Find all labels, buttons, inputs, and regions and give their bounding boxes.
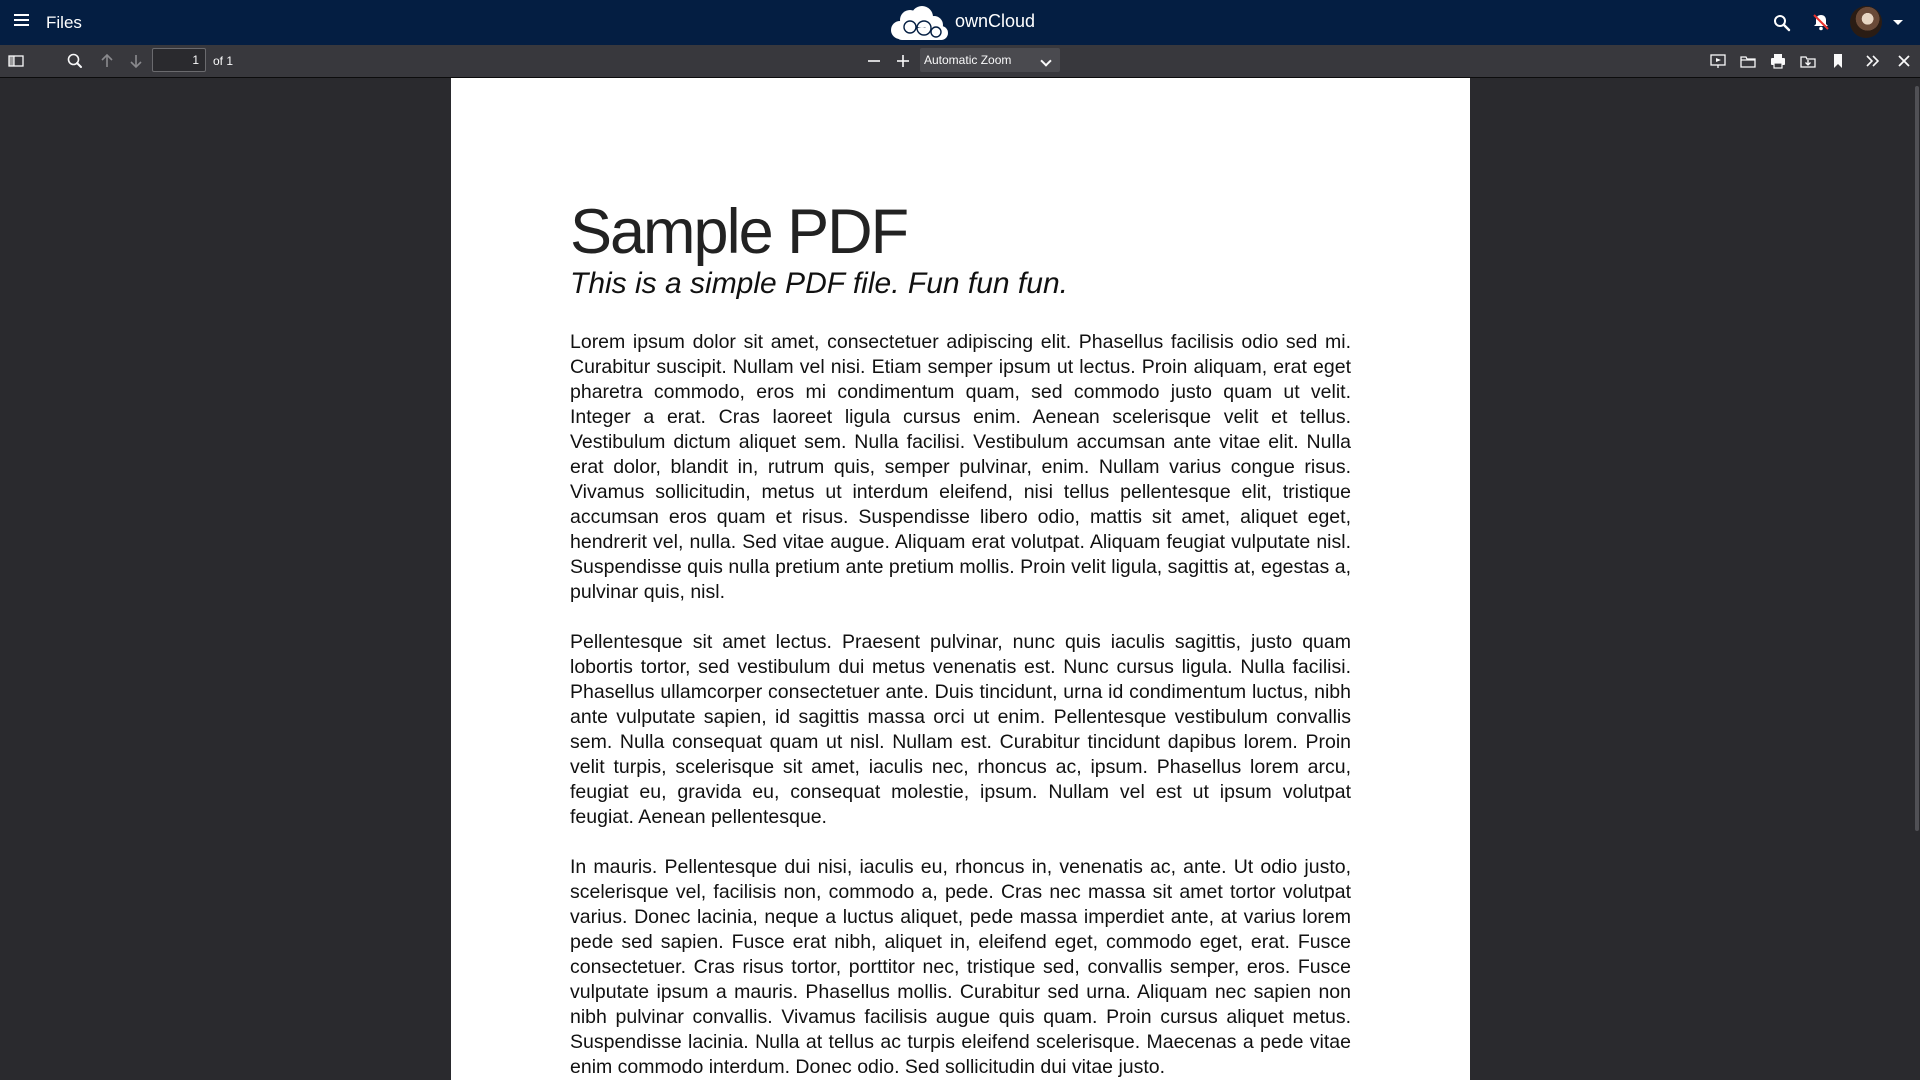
print-icon[interactable] (1768, 51, 1788, 71)
double-chevron-icon[interactable] (1863, 51, 1883, 71)
arrow-up-icon[interactable] (97, 51, 117, 71)
hamburger-icon[interactable] (14, 14, 29, 28)
arrow-down-icon[interactable] (126, 51, 146, 71)
zoom-select[interactable] (920, 48, 1060, 72)
search-icon[interactable] (65, 51, 85, 71)
scrollbar-thumb[interactable] (1915, 86, 1919, 831)
sidebar-toggle-icon[interactable] (6, 51, 26, 71)
pdf-toolbar (0, 45, 1920, 78)
close-icon[interactable] (1894, 51, 1914, 71)
zoom-select-value: Automatic Zoom (924, 53, 1012, 67)
search-icon[interactable] (1772, 13, 1792, 33)
document-title: Sample PDF (570, 197, 908, 267)
chevron-down-icon (1040, 55, 1051, 66)
download-icon[interactable] (1798, 51, 1818, 71)
avatar[interactable] (1850, 6, 1882, 38)
document-subtitle: This is a simple PDF file. Fun fun fun. (570, 267, 1068, 300)
bookmark-icon[interactable] (1828, 51, 1848, 71)
user-menu-caret-icon[interactable] (1893, 20, 1903, 25)
bell-icon[interactable] (1811, 12, 1831, 32)
brand-name: ownCloud (955, 11, 1036, 31)
document-paragraph: In mauris. Pellentesque dui nisi, iaculis eu, rhoncus in, venenatis ac, ante. Ut odio justo, scelerisque vel, facilisis non, commodo a, pede. Cras nec massa sit amet tortor volutpat varius. Donec lacinia, neque a luctus aliquet, pede massa imperdiet ante, at varius lorem pede sed sapien. Fusce erat nibh, aliquet in, eleifend eget, commodo eget, erat. Fusce consectetuer. Cras risus tortor, porttitor nec, tristique sed, convallis semper, eros. Fusce vulputate ipsum a mauris. Phasellus mollis. Curabitur sed urna. Aliquam nec sapien non nibh pulvinar convallis. Vivamus facilisis augue quis quam. Proin cursus aliquet metus. Suspendisse lacinia. Nulla at tellus ac turpis eleifend scelerisque. Maecenas a pede vitae enim commodo interdum. Donec odio. Sed sollicitudin dui vitae justo. (570, 856, 1351, 1078)
plus-icon[interactable] (893, 51, 913, 71)
app-header (0, 0, 1920, 45)
pdf-page (451, 78, 1470, 1080)
owncloud-logo-icon (886, 4, 950, 42)
document-paragraph: Pellentesque sit amet lectus. Praesent pulvinar, nunc quis iaculis sagittis, justo quam lobortis tortor, sed vestibulum dui metus venenatis est. Nunc cursus ligula. Nulla facilisi. Phasellus ullamcorper consectetuer ante. Duis tincidunt, urna id condimentum luctus, nibh ante vulputate sapien, id sagittis massa orci ut enim. Pellentesque vestibulum convallis sem. Nulla consequat quam ut nisl. Nullam est. Curabitur tincidunt dapibus lorem. Proin velit turpis, scelerisque sit amet, iaculis nec, rhoncus ac, ipsum. Phasellus lorem arcu, feugiat eu, gravida eu, consequat molestie, ipsum. Nullam vel est ut ipsum volutpat feugiat. Aenean pellentesque. (570, 631, 1351, 828)
minus-icon[interactable] (864, 51, 884, 71)
presentation-icon[interactable] (1708, 51, 1728, 71)
app-title[interactable]: Files (46, 13, 82, 32)
open-file-icon[interactable] (1738, 51, 1758, 71)
document-paragraph: Lorem ipsum dolor sit amet, consectetuer adipiscing elit. Phasellus facilisis odio sed mi. Curabitur suscipit. Nullam vel nisi. Etiam semper ipsum ut lectus. Proin aliquam, erat eget pharetra commodo, eros mi condimentum quam, sed commodo justo quam ut velit. Integer a erat. Cras laoreet ligula cursus enim. Aenean scelerisque velit et tellus. Vestibulum dictum aliquet sem. Nulla facilisi. Vestibulum accumsan ante vitae elit. Nulla erat dolor, blandit in, rutrum quis, semper pulvinar, enim. Nullam varius congue risus. Vivamus sollicitudin, metus ut interdum eleifend, nisi tellus pellentesque elit, tristique accumsan eros quam et risus. Suspendisse libero odio, mattis sit amet, aliquet eget, hendrerit vel, nulla. Sed vitae augue. Aliquam erat volutpat. Aliquam feugiat vulputate nisl. Suspendisse quis nulla pretium ante pretium mollis. Proin velit ligula, sagittis at, egestas a, pulvinar quis, nisl. (570, 331, 1351, 603)
page-count-label: of 1 (213, 54, 234, 68)
page-number-input[interactable] (152, 48, 206, 72)
